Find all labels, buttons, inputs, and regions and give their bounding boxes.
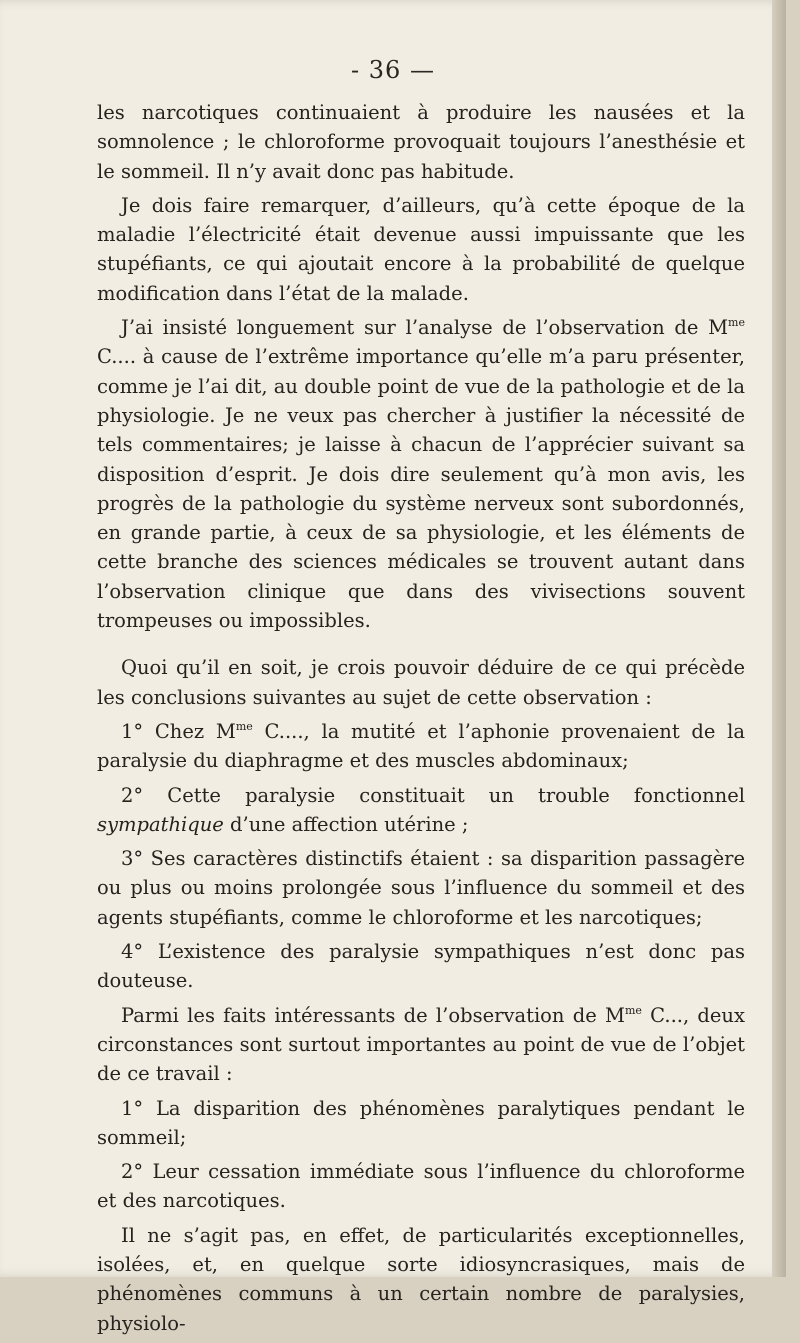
page-number: - 36 — — [351, 56, 435, 84]
conclusion-1-rest: C...., la mutité et l’aphonie provenaient de la paralysie du diaphragme et des muscles abdominaux; — [97, 719, 745, 773]
superscript-me: me — [728, 316, 745, 330]
paragraph-3-rest: C.... à cause de l’extrême importance qu’elle m’a paru présenter, comme je l’ai dit, au double point de vue de la pathologie et de la physiologie. Je ne veux pas chercher à justifier la nécessité de tels commentaires; je laisse à chacun de l’apprécier suivant sa disposition d’esprit. Je dois dire seulement qu’à mon avis, les progrès de la pathologie du système nerveux sont subordonnés, en grande partie, à ceux de sa physiologie, et les éléments de cette branche des sciences médicales se trouvent autant dans l’observation clinique que dans des vivisections souvent trompeuses ou impossibles. — [97, 345, 745, 633]
page-edge-shadow — [772, 0, 786, 1277]
paragraph-2: Je dois faire remarquer, d’ailleurs, qu’à cette époque de la maladie l’électricité était devenue aussi impuissante que les stupéfiants, ce qui ajoutait encore à la probabilité de quelque modification dans l’état de la malade. — [97, 193, 745, 305]
conclusion-2-start: 2° Cette paralysie constituait un trouble fonctionnel — [121, 783, 745, 807]
paragraph-12: Il ne s’agit pas, en effet, de particularités exceptionnelles, isolées, et, en quelque sorte idiosyncrasiques, mais de phénomènes communs à un certain nombre de paralysies, physiolo- — [97, 1223, 745, 1335]
paragraph-9 — [97, 1001, 745, 1089]
conclusion-3: 3° Ses caractères distinctifs étaient : sa disparition passagère ou plus ou moins prolongée sous l’influence du sommeil et des agents stupéfiants, comme le chloroforme et les narcotiques; — [97, 847, 745, 929]
conclusion-2-rest: d’une affection utérine ; — [223, 812, 469, 836]
body-text — [97, 98, 745, 1343]
superscript-me: me — [235, 719, 253, 733]
paragraph-9-rest: C..., deux circonstances sont surtout importantes au point de vue de l’objet de ce travail : — [97, 1003, 745, 1086]
conclusion-4: 4° L’existence des paralysie sympathiques n’est donc pas douteuse. — [97, 940, 745, 993]
superscript-me: me — [624, 1003, 642, 1017]
conclusion-1-start: 1° Chez M — [121, 719, 236, 743]
paragraph-3 — [97, 313, 745, 635]
paragraph-4: Quoi qu’il en soit, je crois pouvoir déduire de ce qui précède les conclusions suivantes au sujet de cette observation : — [97, 656, 745, 709]
paragraph-1: les narcotiques continuaient à produire les nausées et la somnolence ; le chloroforme provoquait toujours l’anesthésie et le sommeil. Il n’y avait donc pas habitude. — [97, 101, 745, 183]
paragraph-9-start: Parmi les faits intéressants de l’observation de M — [121, 1003, 625, 1027]
paragraph-3-start: J’ai insisté longuement sur l’analyse de l’observation de M — [121, 316, 729, 340]
conclusion-1 — [97, 717, 745, 776]
circumstance-1: 1° La disparition des phénomènes paralytiques pendant le sommeil; — [97, 1096, 745, 1149]
italic-term: sympathique — [97, 812, 224, 836]
conclusion-2 — [97, 781, 745, 840]
circumstance-2: 2° Leur cessation immédiate sous l’influence du chloroforme et des narcotiques. — [97, 1160, 745, 1213]
